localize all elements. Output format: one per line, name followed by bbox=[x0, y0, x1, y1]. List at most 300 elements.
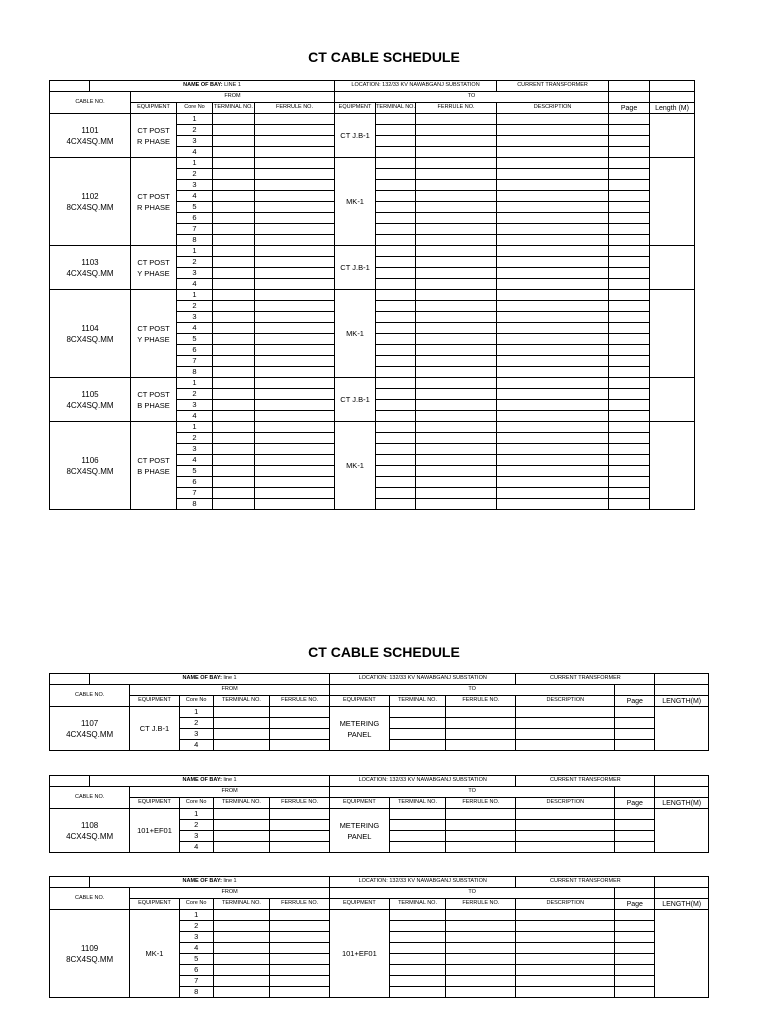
equipment-to-header: EQUIPMENT bbox=[330, 899, 390, 910]
ferrule-no-cell bbox=[255, 367, 335, 378]
to-header: TO bbox=[330, 888, 615, 899]
ferrule-no-cell bbox=[255, 488, 335, 499]
ferrule-no-to-cell bbox=[416, 312, 497, 323]
equipment-type-cell: CURRENT TRANSFORMER bbox=[497, 81, 609, 92]
ferrule-no-cell bbox=[255, 279, 335, 290]
ferrule-no-to-cell bbox=[416, 488, 497, 499]
core-no-cell: 2 bbox=[177, 125, 213, 136]
terminal-no-to-cell bbox=[376, 213, 416, 224]
equipment-type-cell: CURRENT TRANSFORMER bbox=[516, 877, 655, 888]
ferrule-no-cell bbox=[255, 466, 335, 477]
from-equipment-cell bbox=[131, 246, 177, 290]
cable-size: 8CX4SQ.MM bbox=[66, 466, 114, 476]
ferrule-no-to-cell bbox=[416, 180, 497, 191]
page-cell bbox=[609, 466, 650, 477]
terminal-no-to-cell bbox=[376, 279, 416, 290]
ferrule-no-cell bbox=[255, 114, 335, 125]
core-no-cell: 2 bbox=[179, 820, 213, 831]
to-equipment-cell: MK-1 bbox=[335, 290, 376, 378]
cable-no-cell bbox=[50, 290, 131, 378]
ferrule-no-to-cell bbox=[416, 213, 497, 224]
terminal-no-cell bbox=[213, 224, 255, 235]
ferrule-no-cell bbox=[255, 411, 335, 422]
core-no-cell: 1 bbox=[177, 158, 213, 169]
core-no-cell: 4 bbox=[177, 411, 213, 422]
ferrule-no-header: FERRULE NO. bbox=[255, 103, 335, 114]
page-cell bbox=[615, 954, 655, 965]
equipment-line-1: CT POST bbox=[137, 257, 170, 267]
description-cell bbox=[497, 125, 609, 136]
terminal-no-to-cell bbox=[389, 740, 446, 751]
terminal-no-cell bbox=[213, 246, 255, 257]
terminal-no-to-cell bbox=[389, 809, 446, 820]
page-header: Page bbox=[609, 103, 650, 114]
core-no-cell: 4 bbox=[177, 191, 213, 202]
description-cell bbox=[497, 378, 609, 389]
column-header-row bbox=[50, 798, 709, 809]
core-no-cell: 5 bbox=[179, 954, 213, 965]
equipment-type-cell: CURRENT TRANSFORMER bbox=[516, 674, 655, 685]
ferrule-no-to-cell bbox=[416, 499, 497, 510]
ferrule-no-to-cell bbox=[446, 921, 516, 932]
ferrule-no-to-cell bbox=[446, 976, 516, 987]
terminal-no-to-cell bbox=[376, 466, 416, 477]
terminal-no-cell bbox=[213, 488, 255, 499]
cable-no-cell bbox=[50, 707, 130, 751]
ferrule-no-cell bbox=[255, 422, 335, 433]
terminal-no-cell bbox=[213, 213, 255, 224]
core-no-cell: 3 bbox=[179, 932, 213, 943]
core-no-cell: 8 bbox=[177, 235, 213, 246]
page-cell bbox=[615, 707, 655, 718]
terminal-no-cell bbox=[213, 235, 255, 246]
ferrule-no-cell bbox=[255, 147, 335, 158]
terminal-no-to-cell bbox=[376, 444, 416, 455]
ferrule-no-to-cell bbox=[416, 323, 497, 334]
cable-no-header: CABLE NO. bbox=[50, 787, 130, 809]
ferrule-no-to-cell bbox=[416, 136, 497, 147]
description-cell bbox=[497, 455, 609, 466]
column-header-row bbox=[50, 696, 709, 707]
terminal-no-to-cell bbox=[376, 389, 416, 400]
page-cell bbox=[609, 323, 650, 334]
ferrule-no-header: FERRULE NO. bbox=[270, 899, 330, 910]
terminal-no-cell bbox=[213, 943, 270, 954]
terminal-no-cell bbox=[213, 809, 270, 820]
from-equipment-cell: CT J.B-1 bbox=[130, 707, 179, 751]
description-cell bbox=[516, 718, 615, 729]
core-no-cell: 4 bbox=[177, 147, 213, 158]
core-no-cell: 4 bbox=[177, 323, 213, 334]
description-cell bbox=[497, 301, 609, 312]
to-equipment-cell bbox=[330, 809, 390, 853]
description-cell bbox=[497, 334, 609, 345]
terminal-no-to-cell bbox=[389, 831, 446, 842]
page-cell bbox=[609, 147, 650, 158]
core-no-header: Core No bbox=[179, 696, 213, 707]
ferrule-no-to-cell bbox=[446, 954, 516, 965]
terminal-no-cell bbox=[213, 740, 270, 751]
from-header: FROM bbox=[131, 92, 335, 103]
from-header: FROM bbox=[130, 685, 330, 696]
terminal-no-to-cell bbox=[389, 718, 446, 729]
terminal-no-cell bbox=[213, 202, 255, 213]
page-cell bbox=[615, 910, 655, 921]
equipment-line-1: CT POST bbox=[137, 323, 170, 333]
equipment-header: EQUIPMENT bbox=[130, 798, 179, 809]
page-cell bbox=[609, 301, 650, 312]
ferrule-no-to-cell bbox=[416, 356, 497, 367]
ferrule-no-cell bbox=[255, 433, 335, 444]
from-equipment-cell bbox=[131, 422, 177, 510]
ferrule-no-to-cell bbox=[416, 411, 497, 422]
description-cell bbox=[497, 400, 609, 411]
terminal-no-to-cell bbox=[389, 932, 446, 943]
core-no-cell: 8 bbox=[177, 367, 213, 378]
bay-cell bbox=[90, 877, 330, 888]
page-cell bbox=[609, 356, 650, 367]
length-cell bbox=[655, 809, 709, 853]
cable-number: 1109 bbox=[81, 943, 99, 953]
page-cell bbox=[615, 976, 655, 987]
ferrule-no-cell bbox=[255, 290, 335, 301]
description-cell bbox=[497, 312, 609, 323]
page-cell bbox=[609, 378, 650, 389]
core-no-cell: 7 bbox=[177, 356, 213, 367]
ferrule-no-to-cell bbox=[446, 842, 516, 853]
page-cell bbox=[609, 444, 650, 455]
from-to-row bbox=[50, 92, 695, 103]
ferrule-no-to-cell bbox=[416, 422, 497, 433]
ferrule-no-to-cell bbox=[446, 740, 516, 751]
core-no-cell: 5 bbox=[177, 334, 213, 345]
page-cell bbox=[609, 125, 650, 136]
description-cell bbox=[516, 820, 615, 831]
description-cell bbox=[497, 235, 609, 246]
ferrule-no-cell bbox=[270, 809, 330, 820]
to-header: TO bbox=[330, 685, 615, 696]
ferrule-no-to-header: FERRULE NO. bbox=[446, 798, 516, 809]
equipment-to-header: EQUIPMENT bbox=[330, 696, 390, 707]
cable-number: 1105 bbox=[81, 389, 99, 399]
length-cell bbox=[650, 378, 695, 422]
description-cell bbox=[516, 987, 615, 998]
table-row bbox=[50, 707, 709, 718]
page-cell bbox=[615, 729, 655, 740]
equipment-to-header: EQUIPMENT bbox=[330, 798, 390, 809]
bay-header-row bbox=[50, 81, 695, 92]
terminal-no-to-cell bbox=[389, 842, 446, 853]
terminal-no-to-cell bbox=[376, 411, 416, 422]
ferrule-no-to-cell bbox=[416, 235, 497, 246]
to-equipment-line-2: PANEL bbox=[347, 729, 372, 739]
length-cell bbox=[650, 290, 695, 378]
ferrule-no-to-cell bbox=[416, 268, 497, 279]
bay-label: NAME OF BAY: bbox=[182, 777, 224, 784]
page-cell bbox=[609, 114, 650, 125]
terminal-no-cell bbox=[213, 932, 270, 943]
description-cell bbox=[497, 257, 609, 268]
core-no-cell: 8 bbox=[179, 987, 213, 998]
terminal-no-cell bbox=[213, 444, 255, 455]
cable-schedule-table-4 bbox=[49, 876, 709, 998]
terminal-no-to-cell bbox=[376, 356, 416, 367]
description-cell bbox=[497, 213, 609, 224]
terminal-no-to-cell bbox=[376, 400, 416, 411]
page-title-2: CT CABLE SCHEDULE bbox=[308, 644, 460, 660]
core-no-cell: 1 bbox=[179, 809, 213, 820]
length-cell bbox=[650, 158, 695, 246]
terminal-no-to-cell bbox=[376, 345, 416, 356]
terminal-no-to-cell bbox=[389, 987, 446, 998]
description-cell bbox=[516, 740, 615, 751]
ferrule-no-cell bbox=[255, 389, 335, 400]
terminal-no-cell bbox=[213, 718, 270, 729]
description-cell bbox=[497, 136, 609, 147]
terminal-no-to-cell bbox=[376, 499, 416, 510]
ferrule-no-to-cell bbox=[446, 910, 516, 921]
to-header: TO bbox=[335, 92, 609, 103]
ferrule-no-to-cell bbox=[446, 809, 516, 820]
page-cell bbox=[615, 965, 655, 976]
length-cell bbox=[650, 246, 695, 290]
ferrule-no-cell bbox=[255, 400, 335, 411]
ferrule-no-to-cell bbox=[446, 820, 516, 831]
terminal-no-to-cell bbox=[376, 147, 416, 158]
terminal-no-cell bbox=[213, 433, 255, 444]
terminal-no-cell bbox=[213, 125, 255, 136]
to-equipment-cell: CT J.B-1 bbox=[335, 378, 376, 422]
page-cell bbox=[609, 158, 650, 169]
to-equipment-cell: CT J.B-1 bbox=[335, 246, 376, 290]
cable-no-cell bbox=[50, 910, 130, 998]
page-cell bbox=[609, 246, 650, 257]
cable-number: 1101 bbox=[81, 125, 99, 135]
length-cell bbox=[650, 422, 695, 510]
page-cell bbox=[609, 279, 650, 290]
ferrule-no-to-cell bbox=[416, 433, 497, 444]
core-no-cell: 6 bbox=[177, 213, 213, 224]
description-cell bbox=[516, 943, 615, 954]
ferrule-no-cell bbox=[255, 323, 335, 334]
core-no-cell: 7 bbox=[179, 976, 213, 987]
page-cell bbox=[609, 334, 650, 345]
ferrule-no-cell bbox=[270, 932, 330, 943]
cable-number: 1103 bbox=[81, 257, 99, 267]
terminal-no-cell bbox=[213, 169, 255, 180]
equipment-header: EQUIPMENT bbox=[130, 899, 179, 910]
ferrule-no-to-header: FERRULE NO. bbox=[446, 696, 516, 707]
terminal-no-header: TERMINAL NO. bbox=[213, 798, 270, 809]
ferrule-no-to-cell bbox=[416, 400, 497, 411]
ferrule-no-cell bbox=[255, 356, 335, 367]
terminal-no-cell bbox=[213, 180, 255, 191]
terminal-no-cell bbox=[213, 334, 255, 345]
core-no-cell: 6 bbox=[179, 965, 213, 976]
page-cell bbox=[609, 235, 650, 246]
ferrule-no-to-cell bbox=[416, 224, 497, 235]
terminal-no-to-cell bbox=[376, 378, 416, 389]
core-no-cell: 2 bbox=[179, 921, 213, 932]
ferrule-no-cell bbox=[255, 378, 335, 389]
page-cell bbox=[609, 169, 650, 180]
equipment-line-2: B PHASE bbox=[137, 400, 170, 410]
from-header: FROM bbox=[130, 787, 330, 798]
ferrule-no-cell bbox=[255, 455, 335, 466]
core-no-cell: 1 bbox=[177, 422, 213, 433]
equipment-to-header: EQUIPMENT bbox=[335, 103, 376, 114]
description-cell bbox=[497, 389, 609, 400]
description-cell bbox=[516, 831, 615, 842]
core-no-cell: 1 bbox=[179, 910, 213, 921]
terminal-no-cell bbox=[213, 965, 270, 976]
terminal-no-cell bbox=[213, 411, 255, 422]
ferrule-no-cell bbox=[270, 842, 330, 853]
ferrule-no-to-cell bbox=[416, 169, 497, 180]
bay-value: line 1 bbox=[223, 878, 237, 885]
terminal-no-to-cell bbox=[389, 976, 446, 987]
terminal-no-cell bbox=[213, 477, 255, 488]
bay-header-row bbox=[50, 674, 709, 685]
cable-size: 4CX4SQ.MM bbox=[66, 729, 114, 739]
core-no-cell: 2 bbox=[177, 257, 213, 268]
terminal-no-to-cell bbox=[376, 422, 416, 433]
core-no-cell: 1 bbox=[177, 246, 213, 257]
core-no-cell: 3 bbox=[177, 444, 213, 455]
table-row bbox=[50, 114, 695, 125]
description-cell bbox=[497, 290, 609, 301]
table-row bbox=[50, 290, 695, 301]
ferrule-no-cell bbox=[255, 191, 335, 202]
terminal-no-cell bbox=[213, 910, 270, 921]
length-header: LENGTH(M) bbox=[655, 899, 709, 910]
terminal-no-cell bbox=[213, 976, 270, 987]
length-header: Length (M) bbox=[650, 103, 695, 114]
terminal-no-cell bbox=[213, 729, 270, 740]
core-no-cell: 2 bbox=[177, 389, 213, 400]
description-cell bbox=[497, 499, 609, 510]
description-cell bbox=[516, 842, 615, 853]
terminal-no-to-cell bbox=[376, 312, 416, 323]
core-no-cell: 4 bbox=[177, 455, 213, 466]
terminal-no-to-cell bbox=[389, 707, 446, 718]
equipment-line-2: R PHASE bbox=[137, 136, 170, 146]
page-cell bbox=[609, 422, 650, 433]
ferrule-no-to-cell bbox=[446, 718, 516, 729]
from-to-row bbox=[50, 787, 709, 798]
ferrule-no-to-cell bbox=[416, 257, 497, 268]
description-cell bbox=[497, 114, 609, 125]
core-no-cell: 2 bbox=[177, 433, 213, 444]
terminal-no-cell bbox=[213, 191, 255, 202]
table-row bbox=[50, 422, 695, 433]
ferrule-no-cell bbox=[255, 169, 335, 180]
core-no-header: Core No bbox=[179, 798, 213, 809]
bay-label: NAME OF BAY: bbox=[183, 82, 223, 89]
core-no-cell: 2 bbox=[177, 169, 213, 180]
core-no-cell: 3 bbox=[177, 312, 213, 323]
column-header-row bbox=[50, 103, 695, 114]
length-header: LENGTH(M) bbox=[655, 798, 709, 809]
cable-number: 1102 bbox=[81, 191, 99, 201]
from-to-row bbox=[50, 888, 709, 899]
ferrule-no-to-cell bbox=[416, 191, 497, 202]
terminal-no-cell bbox=[213, 301, 255, 312]
page-cell bbox=[615, 932, 655, 943]
core-no-cell: 1 bbox=[177, 378, 213, 389]
to-equipment-line-1: METERING bbox=[339, 820, 380, 830]
page-cell bbox=[609, 367, 650, 378]
ferrule-no-to-cell bbox=[416, 334, 497, 345]
ferrule-no-cell bbox=[255, 444, 335, 455]
ferrule-no-to-cell bbox=[416, 125, 497, 136]
page-header: Page bbox=[615, 798, 655, 809]
bay-label: NAME OF BAY: bbox=[182, 878, 224, 885]
page-cell bbox=[609, 455, 650, 466]
core-no-cell: 3 bbox=[177, 400, 213, 411]
description-cell bbox=[497, 268, 609, 279]
page-header: Page bbox=[615, 899, 655, 910]
ferrule-no-cell bbox=[255, 246, 335, 257]
ferrule-no-cell bbox=[255, 180, 335, 191]
page-cell bbox=[609, 180, 650, 191]
from-equipment-cell: MK-1 bbox=[130, 910, 179, 998]
terminal-no-cell bbox=[213, 279, 255, 290]
ferrule-no-cell bbox=[270, 831, 330, 842]
ferrule-no-header: FERRULE NO. bbox=[270, 696, 330, 707]
from-equipment-cell: 101+EF01 bbox=[130, 809, 179, 853]
terminal-no-cell bbox=[213, 158, 255, 169]
equipment-line-1: CT POST bbox=[137, 191, 170, 201]
terminal-no-cell bbox=[213, 954, 270, 965]
core-no-header: Core No bbox=[179, 899, 213, 910]
page-cell bbox=[615, 831, 655, 842]
page-cell bbox=[609, 499, 650, 510]
core-no-cell: 3 bbox=[179, 729, 213, 740]
core-no-header: Core No bbox=[177, 103, 213, 114]
terminal-no-header: TERMINAL NO. bbox=[213, 103, 255, 114]
ferrule-no-cell bbox=[270, 820, 330, 831]
terminal-no-cell bbox=[213, 820, 270, 831]
ferrule-no-to-cell bbox=[446, 965, 516, 976]
description-cell bbox=[497, 345, 609, 356]
description-cell bbox=[497, 488, 609, 499]
from-header: FROM bbox=[130, 888, 330, 899]
cable-number: 1106 bbox=[81, 455, 99, 465]
equipment-header: EQUIPMENT bbox=[130, 696, 179, 707]
core-no-cell: 4 bbox=[179, 943, 213, 954]
cable-size: 8CX4SQ.MM bbox=[66, 202, 114, 212]
terminal-no-to-cell bbox=[376, 323, 416, 334]
core-no-cell: 4 bbox=[179, 842, 213, 853]
page-title-1: CT CABLE SCHEDULE bbox=[308, 49, 460, 65]
length-cell bbox=[655, 910, 709, 998]
terminal-no-cell bbox=[213, 114, 255, 125]
ferrule-no-to-cell bbox=[446, 987, 516, 998]
page-cell bbox=[609, 290, 650, 301]
core-no-cell: 3 bbox=[179, 831, 213, 842]
terminal-no-to-cell bbox=[376, 136, 416, 147]
terminal-no-cell bbox=[213, 356, 255, 367]
ferrule-no-cell bbox=[270, 707, 330, 718]
ferrule-no-to-cell bbox=[416, 444, 497, 455]
description-cell bbox=[497, 224, 609, 235]
page-cell bbox=[609, 268, 650, 279]
description-header: DESCRIPTION bbox=[516, 798, 615, 809]
page-cell bbox=[615, 740, 655, 751]
cable-number: 1108 bbox=[81, 820, 99, 830]
bay-header-row bbox=[50, 877, 709, 888]
